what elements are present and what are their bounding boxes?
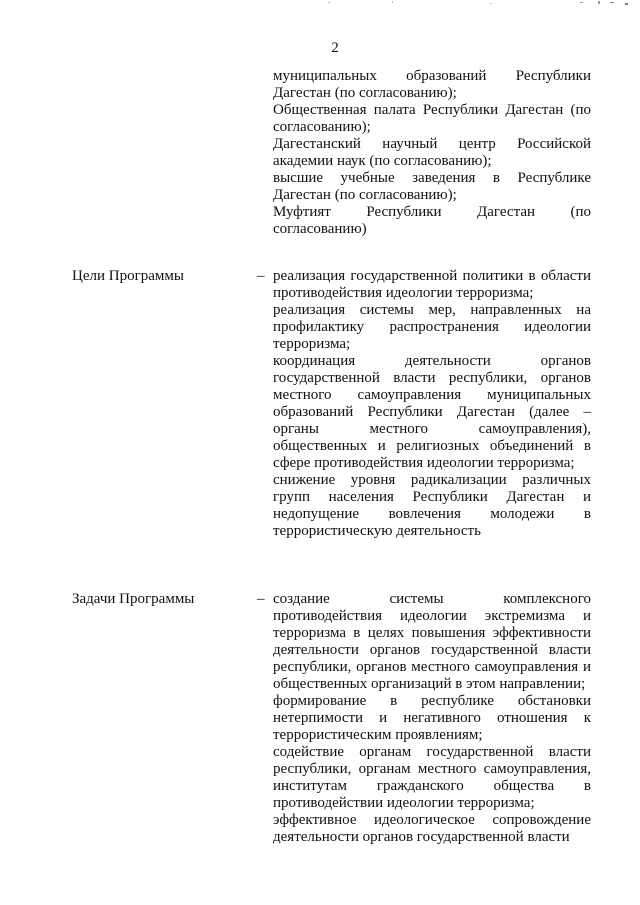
goals-dash: – xyxy=(257,268,265,284)
page-number: 2 xyxy=(331,40,339,56)
participant-item: Общественная палата Республики Дагестан (по согласованию); xyxy=(273,102,591,135)
goal-item: реализация системы мер, направленных на профилактику распространения идеологии терроризма; xyxy=(273,302,591,352)
tasks-list xyxy=(273,591,591,846)
goal-item: координация деятельности органов государственной власти республики, органов местного самоуправления муниципальных образований Республики Дагестан (далее – органы местного самоуправления), общественных и религиозных объединений в сфере противодействия идеологии терроризма; xyxy=(273,353,591,471)
tasks-label: Задачи Программы xyxy=(72,591,195,607)
participant-item: Муфтият Республики Дагестан (по согласованию) xyxy=(273,204,591,237)
participants-list xyxy=(273,68,591,238)
goal-item: реализация государственной политики в области противодействия идеологии терроризма; xyxy=(273,268,591,301)
goals-label: Цели Программы xyxy=(72,268,184,284)
goal-item: снижение уровня радикализации различных групп населения Республики Дагестан и недопущение вовлечения молодежи в террористическую деятельность xyxy=(273,472,591,539)
participant-item: высшие учебные заведения в Республике Дагестан (по согласованию); xyxy=(273,170,591,203)
participant-item: Дагестанский научный центр Российской академии наук (по согласованию); xyxy=(273,136,591,169)
participant-item: муниципальных образований Республики Дагестан (по согласованию); xyxy=(273,68,591,101)
task-item: формирование в республике обстановки нетерпимости и негативного отношения к террористическим проявлениям; xyxy=(273,693,591,743)
scan-artifact-marks xyxy=(280,0,640,8)
task-item: содействие органам государственной власти республики, органам местного самоуправления, институтам гражданского общества в противодействии идеологии терроризма; xyxy=(273,744,591,811)
task-item: эффективное идеологическое сопровождение деятельности органов государственной власти xyxy=(273,812,591,845)
goals-list xyxy=(273,268,591,540)
task-item: создание системы комплексного противодействия идеологии экстремизма и терроризма в целях повышения эффективности деятельности органов государственной власти республики, органов местного самоуправления и общественных организаций в этом направлении; xyxy=(273,591,591,692)
tasks-dash: – xyxy=(257,591,265,607)
